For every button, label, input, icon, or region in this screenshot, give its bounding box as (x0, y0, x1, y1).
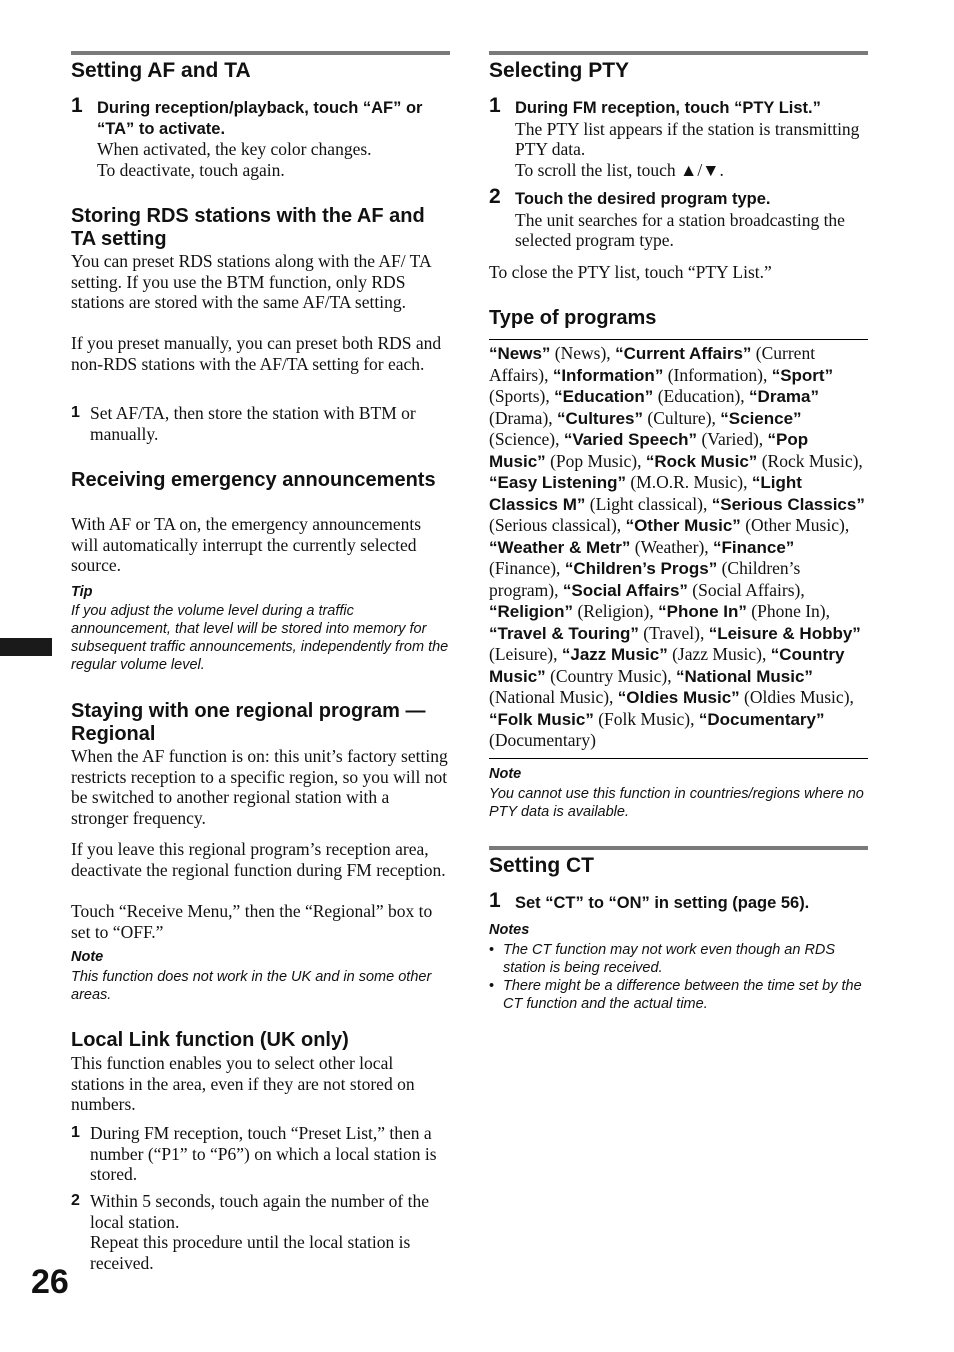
step-body: When activated, the key color changes. (97, 139, 372, 159)
program-type-desc: (Sports), (489, 386, 555, 406)
program-type-name: “Weather & Metr” (489, 537, 631, 557)
step-touch-program-type (489, 185, 868, 251)
local-link-step-1 (71, 1123, 450, 1185)
program-type-desc: (Leisure), (489, 644, 562, 664)
emergency-para: With AF or TA on, the emergency announcements will automatically interrupt the currently selected source. (71, 514, 422, 575)
note-label: Note (489, 766, 522, 782)
heading-emergency: Receiving emergency announcements (71, 469, 436, 491)
notes-label: Notes (489, 922, 530, 938)
section-rule (71, 51, 450, 55)
program-type-desc: (Jazz Music), (667, 644, 771, 664)
program-type-name: “Social Affairs” (562, 580, 688, 600)
program-type-desc: (Varied), (697, 429, 768, 449)
program-type-desc: (Documentary) (489, 730, 596, 750)
program-type-name: “Leisure & Hobby” (708, 623, 861, 643)
program-type-desc: (Social Affairs), (687, 579, 805, 600)
program-type-name: “Drama” (749, 387, 819, 406)
storing-para-1: You can preset RDS stations along with the AF/ TA setting. If you use the BTM function, only RDS stations are stored with the same AF/TA setting. (71, 251, 431, 312)
program-type-desc: (M.O.R. Music), (625, 472, 752, 492)
program-type-name: “Current Affairs” (615, 344, 752, 363)
program-type-desc: (News), (550, 343, 616, 363)
program-type-desc: (Religion), (573, 601, 659, 621)
program-type-desc: (Serious classical), (489, 515, 626, 535)
page-number: 26 (31, 1263, 69, 1301)
close-pty-text: To close the PTY list, touch “PTY List.” (489, 262, 772, 282)
step-pty-list (489, 94, 868, 180)
note-bullet (489, 941, 868, 977)
program-type-name: “Rock Music” (645, 451, 758, 471)
step-text: Within 5 seconds, touch again the number of the local station. (90, 1191, 430, 1232)
program-type-name: “Documentary” (698, 709, 825, 729)
program-type-desc: (National Music), (489, 687, 618, 707)
step-title: During reception/playback, touch “AF” or “TA” to activate. (97, 99, 423, 138)
regional-para-3: Touch “Receive Menu,” then the “Regional” box to set to “OFF.” (71, 901, 433, 942)
note-text: You cannot use this function in countries/regions where no PTY data is available. (489, 786, 864, 820)
program-type-name: “Serious Classics” (711, 494, 865, 514)
program-type-name: “Folk Music” (489, 709, 594, 729)
program-type-name: “Sport” (771, 365, 834, 385)
program-type-desc: (Folk Music), (593, 708, 699, 729)
program-type-desc: (Other Music), (740, 515, 850, 535)
program-type-desc: (Pop Music), (545, 450, 646, 471)
program-type-desc: (Light classical), (585, 493, 712, 514)
step-number: 1 (71, 94, 83, 117)
step-activate-af-ta (71, 94, 450, 180)
program-type-desc: (Information), (663, 364, 772, 385)
program-type-desc: (Children’s program), (489, 558, 801, 600)
heading-setting-ct: Setting CT (489, 854, 594, 877)
heading-storing-rds: Storing RDS stations with the AF and TA setting (71, 205, 425, 250)
local-link-step-2 (71, 1191, 450, 1273)
note-bullet (489, 977, 868, 1013)
step-title: Touch the desired program type. (515, 190, 771, 208)
heading-setting-af-ta: Setting AF and TA (71, 59, 251, 82)
tip-label: Tip (71, 584, 93, 600)
program-type-desc: (Phone In), (746, 601, 831, 621)
program-type-name: “Religion” (489, 602, 574, 621)
regional-para-1: When the AF function is on: this unit’s factory setting restricts reception to a specific region, so you will not be switched to another regional station with a stronger frequency. (71, 746, 448, 828)
program-type-name: “Light Classics M” (489, 473, 802, 514)
program-type-name: “Jazz Music” (561, 645, 668, 664)
program-type-name: “Phone In” (658, 602, 747, 621)
heading-local-link: Local Link function (UK only) (71, 1029, 349, 1051)
note-text: There might be a difference between the time set by the CT function and the actual time. (503, 978, 862, 1012)
note-text: This function does not work in the UK and in some other areas. (71, 969, 432, 1003)
step-text: Set AF/TA, then store the station with BTM or manually. (90, 403, 416, 444)
table-rule-top (489, 339, 868, 340)
program-type-name: “Finance” (713, 537, 795, 557)
program-type-desc: (Oldies Music), (739, 687, 854, 707)
program-type-list (489, 343, 868, 751)
step-text: Repeat this procedure until the local station is received. (90, 1232, 411, 1273)
bullet-dot: • (489, 978, 495, 994)
program-type-name: “Travel & Touring” (489, 623, 639, 643)
program-type-desc: (Drama), (489, 407, 558, 428)
bullet-dot: • (489, 942, 495, 958)
heading-type-of-programs: Type of programs (489, 307, 657, 329)
step-number: 1 (489, 889, 501, 912)
step-body: The unit searches for a station broadcasting the selected program type. (515, 209, 845, 250)
regional-para-2: If you leave this regional program’s reception area, deactivate the regional function during FM reception. (71, 839, 446, 880)
step-body: To deactivate, touch again. (97, 159, 285, 180)
local-link-para: This function enables you to select other local stations in the area, even if they are not stored on numbers. (71, 1053, 415, 1114)
step-text: During FM reception, touch “Preset List,” then a number (“P1” to “P6”) on which a local station is stored. (90, 1123, 437, 1184)
step-number: 2 (71, 1192, 80, 1209)
heading-regional: Staying with one regional program — Regional (71, 700, 426, 745)
program-type-desc: (Finance), (489, 558, 565, 578)
note-label: Note (71, 949, 104, 965)
heading-selecting-pty: Selecting PTY (489, 59, 630, 82)
program-type-desc: (Rock Music), (757, 450, 863, 471)
step-body: To scroll the list, touch ▲/▼. (515, 159, 724, 180)
step-number: 1 (489, 94, 501, 117)
step-body: The PTY list appears if the station is transmitting PTY data. (515, 118, 860, 159)
program-type-desc: (Country Music), (545, 665, 676, 686)
program-type-name: “Country Music” (489, 645, 845, 686)
step-number: 2 (489, 185, 501, 208)
step-number: 1 (71, 1124, 80, 1141)
program-type-name: “Information” (552, 365, 664, 385)
tip-text: If you adjust the volume level during a traffic announcement, that level will be stored into memory for subsequent traffic announcements, independently from the regular volume level. (71, 603, 449, 673)
program-type-name: “Easy Listening” (489, 473, 626, 492)
program-type-name: “Science” (720, 408, 802, 428)
step-title: During FM reception, touch “PTY List.” (515, 99, 821, 117)
program-type-desc: (Science), (489, 429, 564, 449)
program-type-name: “National Music” (675, 666, 813, 686)
section-rule (489, 51, 868, 55)
program-type-desc: (Current Affairs), (489, 343, 816, 385)
program-type-name: “News” (489, 344, 551, 363)
program-type-desc: (Travel), (638, 622, 709, 643)
program-type-name: “Pop Music” (489, 430, 809, 471)
program-type-name: “Education” (554, 387, 654, 406)
section-tab-marker (0, 638, 52, 656)
program-type-name: “Oldies Music” (617, 688, 740, 707)
program-type-name: “Varied Speech” (563, 430, 698, 449)
program-type-name: “Children’s Progs” (564, 559, 718, 578)
storing-step-1 (71, 403, 450, 444)
program-type-name: “Cultures” (557, 408, 643, 428)
table-rule-bottom (489, 758, 868, 759)
step-number: 1 (71, 404, 80, 421)
program-type-desc: (Education), (653, 386, 750, 406)
program-type-desc: (Weather), (630, 536, 714, 557)
program-type-name: “Other Music” (625, 516, 741, 535)
section-rule (489, 846, 868, 850)
program-type-desc: (Culture), (643, 407, 721, 428)
note-text: The CT function may not work even though an RDS station is being received. (503, 942, 836, 976)
storing-para-2: If you preset manually, you can preset both RDS and non-RDS stations with the AF/TA setting for each. (71, 333, 442, 374)
step-set-ct (489, 889, 868, 914)
step-title: Set “CT” to “ON” in setting (page 56). (515, 894, 810, 912)
